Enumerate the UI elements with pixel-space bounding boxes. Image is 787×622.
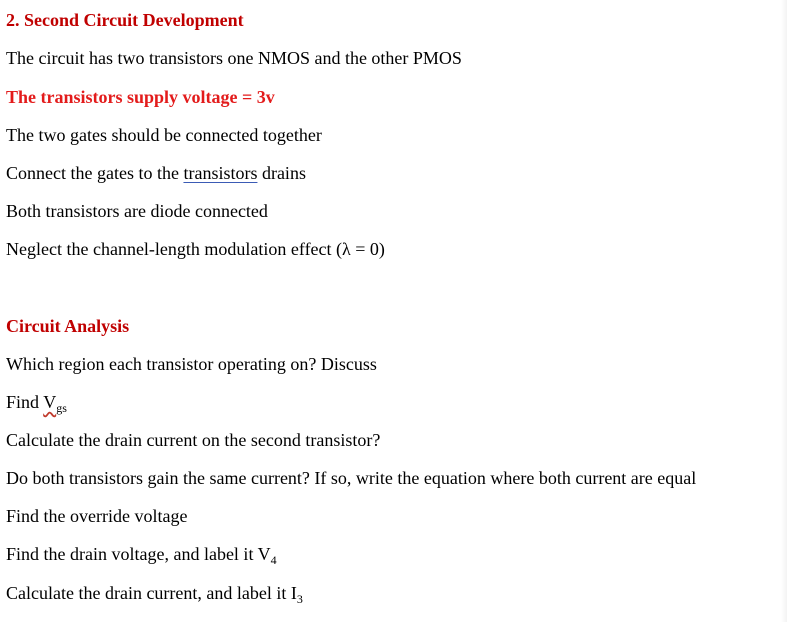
question-drain-current-second: Calculate the drain current on the second transistor? xyxy=(6,430,381,450)
question-drain-voltage xyxy=(6,543,277,565)
supply-voltage-line: The transistors supply voltage = 3v xyxy=(6,87,275,107)
transistors-underlined-word: transistors xyxy=(183,163,258,183)
gates-to-drains-line xyxy=(6,162,306,184)
analysis-title: Circuit Analysis xyxy=(6,316,130,336)
page-edge-shadow xyxy=(781,0,787,622)
drain-voltage-text: Find the drain voltage, and label it V xyxy=(6,544,271,564)
question-same-current: Do both transistors gain the same current? If so, write the equation where both current are equal xyxy=(6,468,697,488)
gates-to-drains-suffix: drains xyxy=(257,163,306,183)
drain-voltage-subscript: 4 xyxy=(270,553,277,567)
question-region: Which region each transistor operating on? Discuss xyxy=(6,354,377,374)
drain-current-text: Calculate the drain current, and label it I xyxy=(6,583,297,603)
question-override-voltage: Find the override voltage xyxy=(6,506,188,526)
gates-connected-line: The two gates should be connected together xyxy=(6,125,322,145)
diode-connected-line: Both transistors are diode connected xyxy=(6,201,268,221)
section-title: 2. Second Circuit Development xyxy=(6,10,244,30)
vgs-variable xyxy=(43,392,67,415)
drain-current-subscript: 3 xyxy=(296,592,303,606)
question-find-vgs xyxy=(6,391,67,413)
vgs-subscript: gs xyxy=(56,401,67,415)
gates-to-drains-prefix: Connect the gates to the xyxy=(6,163,184,183)
channel-length-line: Neglect the channel-length modulation effect (λ = 0) xyxy=(6,239,385,259)
question-drain-current xyxy=(6,582,303,604)
find-vgs-prefix: Find xyxy=(6,392,44,412)
vgs-letter: V xyxy=(43,392,57,412)
circuit-description-line: The circuit has two transistors one NMOS and the other PMOS xyxy=(6,48,462,68)
